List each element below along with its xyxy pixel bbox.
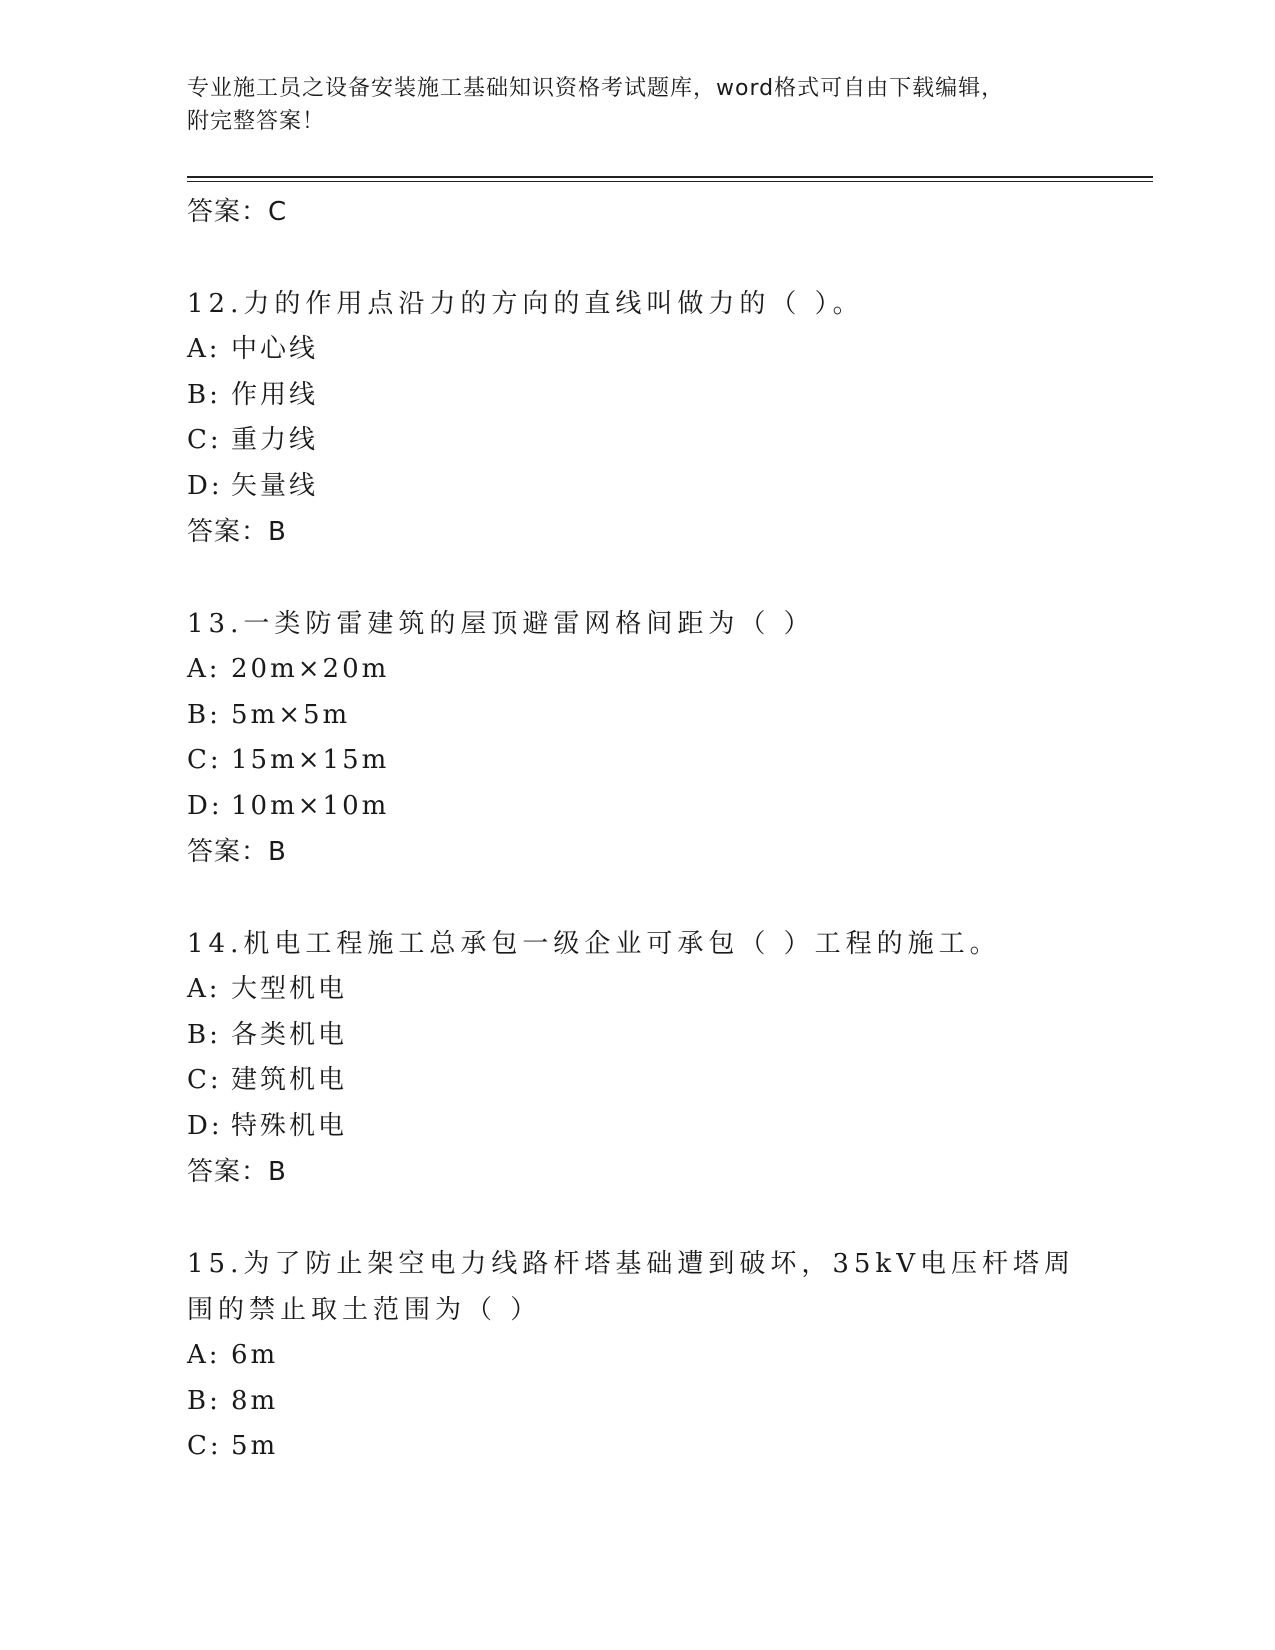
spacer [187,555,1087,601]
option-text: 重力线 [231,425,319,455]
header-rule-thin [187,181,1153,182]
option-text: 15m×15m [231,745,390,775]
option-b [187,1379,1087,1425]
question-14 [187,921,1087,1195]
option-text: 20m×20m [231,654,390,684]
option-a [187,967,1087,1013]
option-letter: A: [187,334,221,364]
option-b [187,373,1087,419]
option-letter: C: [187,1065,222,1095]
option-c [187,418,1087,464]
option-text: 5m×5m [231,699,351,730]
option-text: 各类机电 [231,1019,348,1050]
option-d [187,784,1087,830]
option-letter: C: [187,1431,222,1461]
document-header [187,72,1067,138]
option-letter: C: [187,425,222,455]
question-12 [187,281,1087,555]
option-text: 作用线 [231,379,319,410]
option-text: 中心线 [231,334,319,364]
option-letter: D: [187,1110,223,1141]
option-text: 特殊机电 [231,1110,348,1141]
question-list [187,189,1087,1470]
option-letter: B: [187,699,221,730]
option-a [187,327,1087,373]
option-letter: D: [187,790,223,821]
option-d [187,464,1087,510]
question-13 [187,601,1087,875]
option-c [187,738,1087,784]
answer-line: 答案：B [187,1157,287,1187]
option-d [187,1104,1087,1150]
spacer [187,1195,1087,1241]
spacer [187,235,1087,281]
question-stem: 15.为了防止架空电力线路杆塔基础遭到破坏，35kV电压杆塔周围的禁止取土范围为（ ） [187,1249,1075,1325]
option-text: 8m [231,1385,279,1416]
option-letter: D: [187,470,223,501]
answer-line: 答案：B [187,517,287,547]
spacer [187,875,1087,921]
option-a [187,647,1087,693]
option-letter: A: [187,974,221,1004]
option-c [187,1058,1087,1104]
question-stem: 12.力的作用点沿力的方向的直线叫做力的（ ）。 [187,289,864,319]
option-letter: C: [187,745,222,775]
option-letter: B: [187,379,221,410]
option-letter: B: [187,1385,221,1416]
option-text: 5m [231,1431,279,1461]
option-text: 大型机电 [231,974,348,1004]
question-stem: 13.一类防雷建筑的屋顶避雷网格间距为（ ） [187,609,815,639]
option-letter: A: [187,1340,221,1370]
option-b [187,693,1087,739]
question-15 [187,1241,1087,1470]
previous-answer: 答案：C [187,197,288,227]
header-rule-thick [187,176,1153,178]
header-line-1: 专业施工员之设备安装施工基础知识资格考试题库，word格式可自由下载编辑， [187,76,1005,101]
option-text: 建筑机电 [231,1065,348,1095]
option-a [187,1333,1087,1379]
option-text: 6m [231,1340,279,1370]
option-text: 10m×10m [231,790,390,821]
option-text: 矢量线 [231,470,319,501]
option-c [187,1424,1087,1470]
option-letter: B: [187,1019,221,1050]
option-b [187,1013,1087,1059]
question-stem: 14.机电工程施工总承包一级企业可承包（ ）工程的施工。 [187,929,1001,959]
option-letter: A: [187,654,221,684]
header-line-2: 附完整答案！ [187,109,326,134]
answer-line: 答案：B [187,837,287,867]
